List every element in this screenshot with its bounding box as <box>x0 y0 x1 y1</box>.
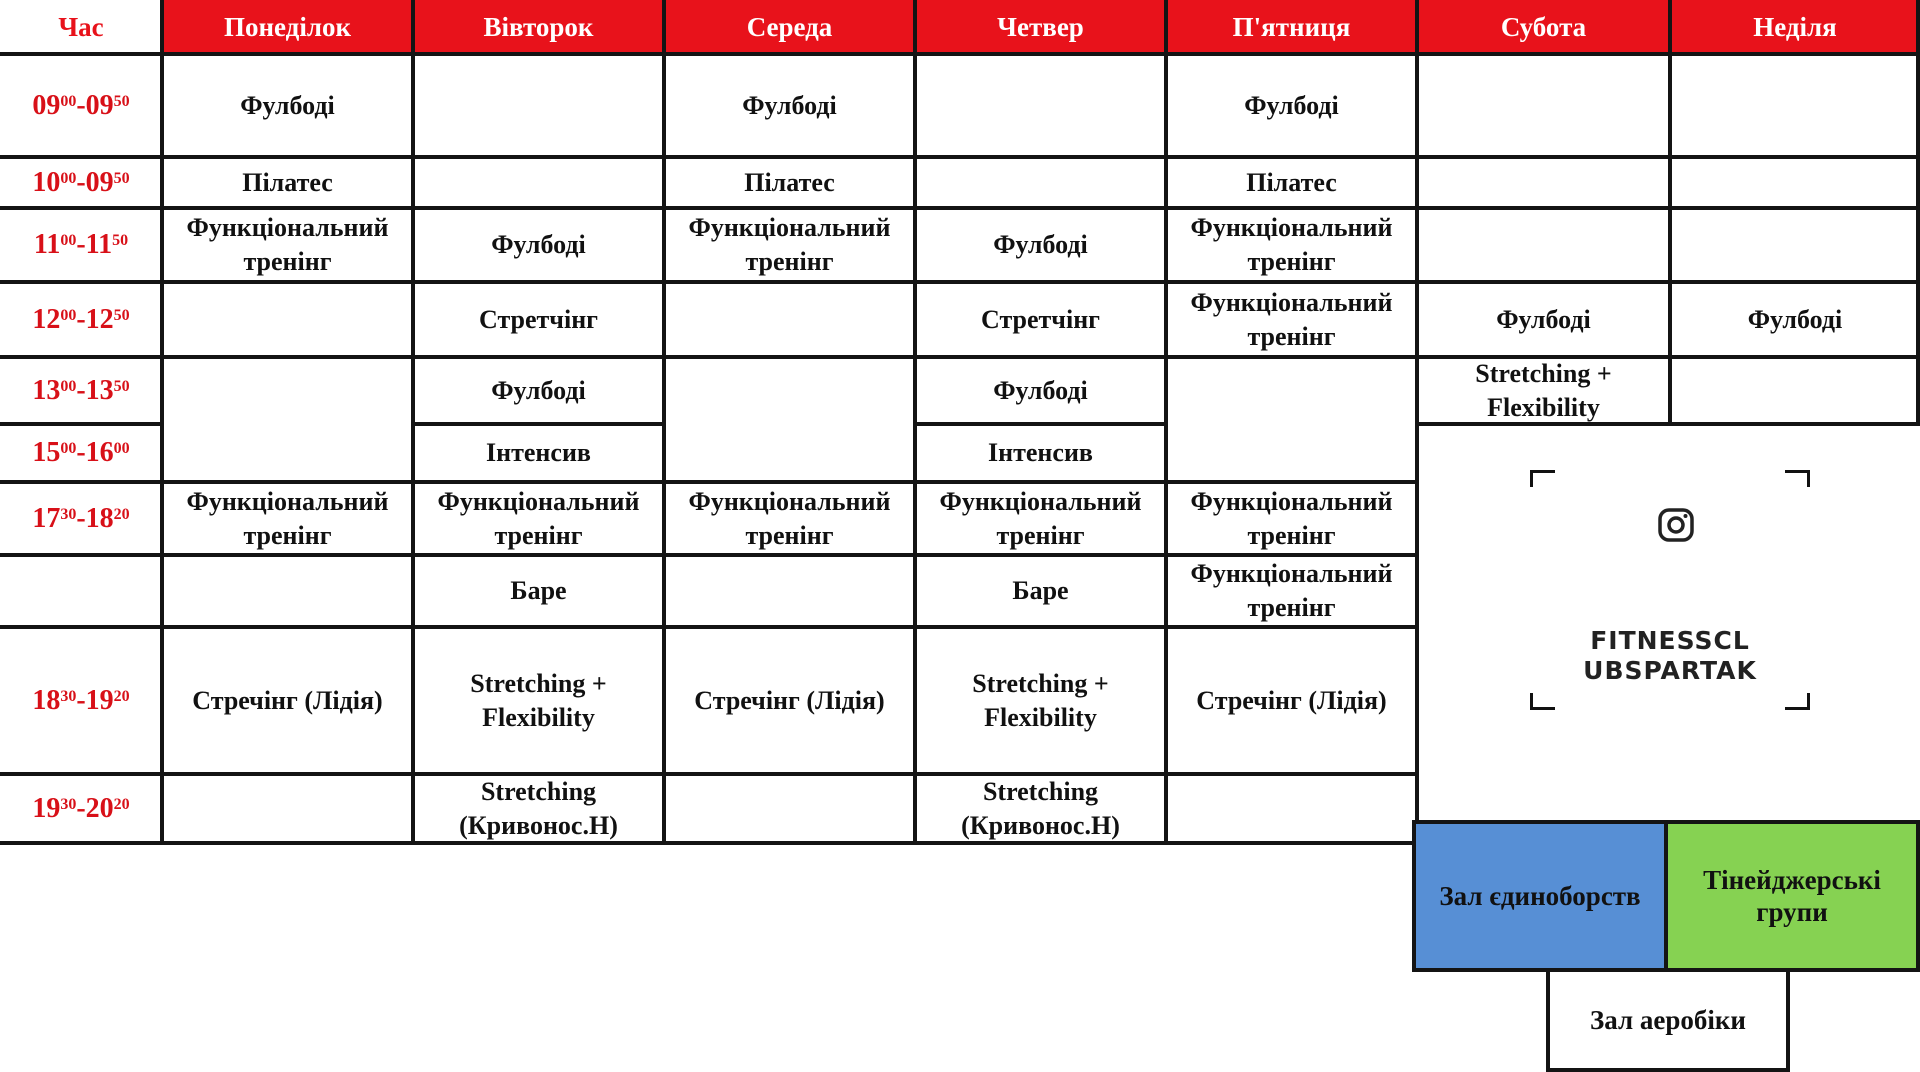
time-m1: 00 <box>60 232 77 249</box>
grid-hline <box>0 355 1920 359</box>
time-slot: 13 $^{00}$ - 13 $^{50}$ <box>0 357 162 424</box>
class-cell-thursday: Функціональний тренінг <box>939 486 1142 550</box>
time-slot: 11 $^{00}$ - 11 $^{50}$ <box>0 208 162 282</box>
class-cell-tuesday: Функціональний тренінг <box>437 486 640 550</box>
time-slot: 15 $^{00}$ - 16 $^{00}$ <box>0 424 162 482</box>
class-cell-saturday: Фулбоді <box>1496 304 1591 334</box>
time-h2: 11 <box>85 229 113 260</box>
class-cell-thursday: Баре <box>1012 576 1069 605</box>
time-slot: 17 $^{30}$ - 18 $^{20}$ <box>0 482 162 555</box>
time-h2: 09 <box>85 89 114 121</box>
grid-hline <box>0 841 1417 845</box>
grid-vline <box>1668 0 1672 424</box>
time-h2: 19 <box>85 684 114 716</box>
time-h1: 09 <box>32 89 61 121</box>
class-cell-friday: Функціональний тренінг <box>1190 559 1393 622</box>
class-cell-thursday: Стретчінг <box>981 304 1100 334</box>
time-m2: 50 <box>113 306 130 324</box>
class-cell-saturday: Stretching + Flexibility <box>1475 358 1612 422</box>
header-day-wednesday: Середа <box>664 0 915 54</box>
time-m1: 00 <box>60 92 77 110</box>
class-cell-tuesday: Stretching + Flexibility <box>470 668 607 732</box>
time-m2: 20 <box>113 687 130 705</box>
instagram-icon <box>1652 508 1700 542</box>
legend-teen-groups-label: Тінейджерські групи <box>1703 865 1881 927</box>
class-cell-friday: Функціональний тренінг <box>1190 486 1393 550</box>
time-m1: 30 <box>60 505 77 523</box>
time-h1: 12 <box>32 303 61 335</box>
class-cell-wednesday: Стречінг (Лідія) <box>694 685 885 715</box>
grid-hline <box>0 422 162 426</box>
grid-vline <box>1164 0 1168 843</box>
header-day-monday: Понеділок <box>162 0 413 54</box>
grid-hline <box>0 625 1417 629</box>
class-cell-tuesday: Фулбоді <box>491 375 586 405</box>
legend-aerobics-label: Зал аеробіки <box>1589 1005 1746 1035</box>
time-m2: 20 <box>113 795 130 813</box>
class-cell-monday: Стречінг (Лідія) <box>192 685 383 715</box>
time-h1: 13 <box>32 374 61 406</box>
time-slot <box>0 555 162 627</box>
time-m1: 30 <box>60 795 77 813</box>
time-slot: 09 $^{00}$ - 09 $^{50}$ <box>0 54 162 157</box>
class-cell-tuesday: Інтенсив <box>486 438 591 467</box>
class-cell-friday: Функціональний тренінг <box>1190 287 1393 351</box>
instagram-handle-line1: FITNESSCL <box>1590 626 1750 655</box>
legend-martial-arts-label: Зал єдиноборств <box>1439 881 1641 911</box>
time-m2: 00 <box>113 440 130 457</box>
time-h1: 15 <box>32 437 61 468</box>
grid-hline <box>0 280 1920 284</box>
grid-hline <box>915 422 1166 426</box>
grid-hline <box>0 52 1920 56</box>
time-m2: 50 <box>112 232 129 249</box>
time-m1: 00 <box>60 377 77 395</box>
time-h2: 18 <box>85 502 114 534</box>
grid-hline <box>0 155 1920 159</box>
class-cell-monday: Пілатес <box>242 167 333 197</box>
class-cell-tuesday: Стретчінг <box>479 304 598 334</box>
class-cell-thursday: Stretching (Кривонос.Н) <box>961 776 1120 840</box>
header-day-friday: П'ятниця <box>1166 0 1417 54</box>
header-day-tuesday: Вівторок <box>413 0 664 54</box>
time-h2: 12 <box>85 303 114 335</box>
time-m2: 50 <box>113 169 130 187</box>
time-h1: 10 <box>32 166 61 198</box>
class-cell-thursday: Stretching + Flexibility <box>972 668 1109 732</box>
time-m2: 50 <box>113 92 130 110</box>
class-cell-monday: Фулбоді <box>240 90 335 120</box>
class-cell-thursday: Інтенсив <box>988 438 1093 467</box>
time-m2: 50 <box>113 377 130 395</box>
time-m1: 00 <box>60 169 77 187</box>
time-m1: 00 <box>60 440 77 457</box>
class-cell-wednesday: Функціональний тренінг <box>688 213 891 276</box>
time-slot: 18 $^{30}$ - 19 $^{20}$ <box>0 627 162 774</box>
class-cell-monday: Функціональний тренінг <box>186 213 389 276</box>
grid-vline <box>1415 0 1419 843</box>
grid-hline <box>0 206 1920 210</box>
class-cell-friday: Функціональний тренінг <box>1190 213 1393 276</box>
grid-vline <box>160 0 164 843</box>
class-cell-wednesday: Функціональний тренінг <box>688 486 891 550</box>
class-cell-thursday: Фулбоді <box>993 230 1088 259</box>
class-cell-thursday: Фулбоді <box>993 375 1088 405</box>
legend-martial-arts-hall <box>1412 820 1668 972</box>
time-m2: 20 <box>113 505 130 523</box>
class-cell-wednesday: Фулбоді <box>742 90 837 120</box>
time-h2: 16 <box>85 437 114 468</box>
time-h1: 11 <box>33 229 61 260</box>
class-cell-friday: Стречінг (Лідія) <box>1196 685 1387 715</box>
grid-hline <box>413 422 664 426</box>
header-day-saturday: Субота <box>1417 0 1670 54</box>
time-h2: 20 <box>85 792 114 824</box>
class-cell-tuesday: Stretching (Кривонос.Н) <box>459 776 618 840</box>
time-h2: 09 <box>85 166 114 198</box>
header-day-sunday: Неділя <box>1670 0 1920 54</box>
grid-vline <box>913 0 917 843</box>
class-cell-sunday: Фулбоді <box>1747 304 1843 334</box>
grid-hline <box>0 772 1417 776</box>
header-day-thursday: Четвер <box>915 0 1166 54</box>
class-cell-wednesday: Пілатес <box>744 167 835 197</box>
time-m1: 00 <box>60 306 77 324</box>
class-cell-monday: Функціональний тренінг <box>186 486 389 550</box>
legend-teen-groups <box>1664 820 1920 972</box>
time-slot: 19 $^{30}$ - 20 $^{20}$ <box>0 774 162 843</box>
grid-hline <box>0 480 1417 484</box>
time-slot: 12 $^{00}$ - 12 $^{50}$ <box>0 282 162 357</box>
grid-vline <box>1916 0 1920 424</box>
legend-aerobics-hall <box>1546 968 1790 1072</box>
grid-vline <box>662 0 666 843</box>
class-cell-friday: Пілатес <box>1246 167 1337 197</box>
grid-hline <box>0 553 1417 557</box>
class-cell-tuesday: Баре <box>510 576 567 605</box>
time-h1: 19 <box>32 792 61 824</box>
instagram-nametag[interactable] <box>1420 470 1920 810</box>
class-cell-tuesday: Фулбоді <box>491 230 586 259</box>
instagram-handle-line2: UBSPARTAK <box>1583 656 1757 685</box>
header-time: Час <box>0 0 162 54</box>
time-m1: 30 <box>60 687 77 705</box>
class-cell-friday: Фулбоді <box>1244 90 1339 120</box>
time-h2: 13 <box>85 374 114 406</box>
time-h1: 17 <box>32 502 61 534</box>
time-slot: 10 $^{00}$ - 09 $^{50}$ <box>0 157 162 208</box>
grid-vline <box>411 0 415 843</box>
time-h1: 18 <box>32 684 61 716</box>
